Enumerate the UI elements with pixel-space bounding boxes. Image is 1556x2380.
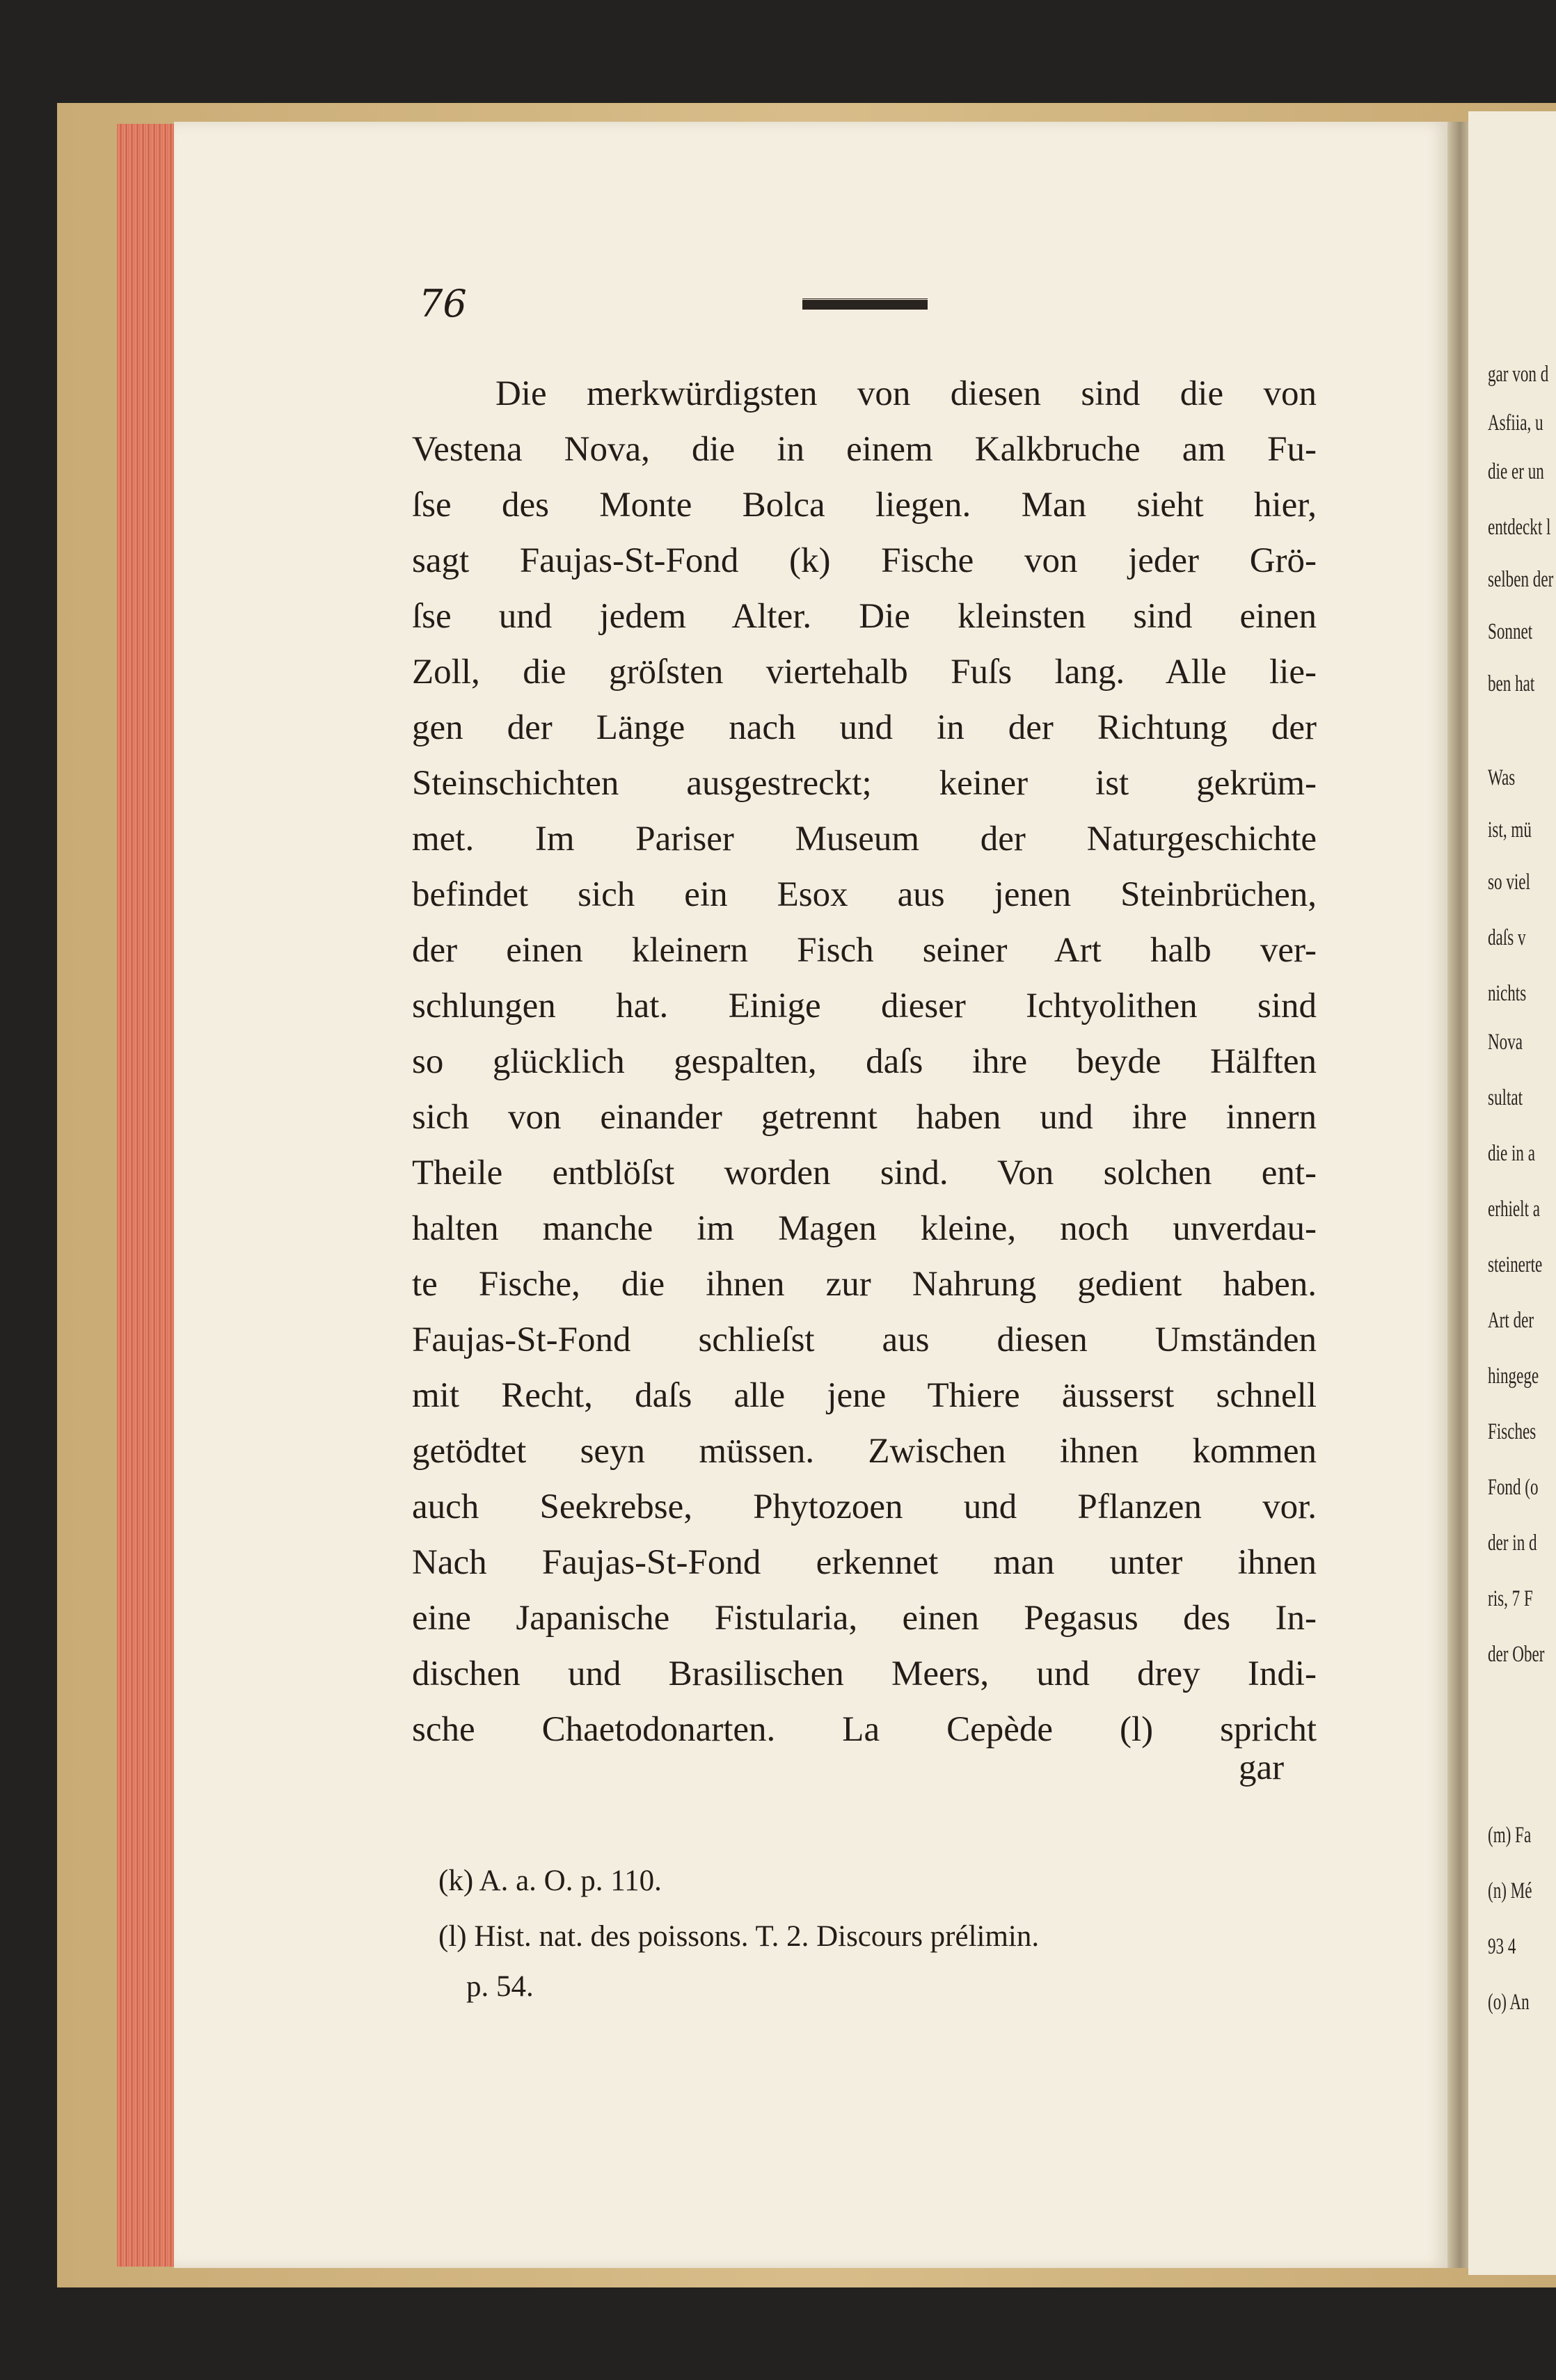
page-edges-red bbox=[117, 124, 178, 2267]
facing-page-line: erhielt a bbox=[1488, 1197, 1541, 1222]
facing-page-line: nichts bbox=[1488, 981, 1527, 1006]
facing-page-line: selben der bbox=[1488, 567, 1554, 592]
facing-page-line: daſs v bbox=[1488, 925, 1526, 950]
catchword: gar bbox=[1239, 1748, 1285, 1787]
book-gutter bbox=[1447, 122, 1468, 2268]
footnote-line: p. 54. bbox=[466, 1970, 534, 2003]
text-line: mit Recht, daſs alle jene Thiere äusserst schnell bbox=[412, 1376, 1317, 1415]
headpiece-rule-icon bbox=[802, 298, 928, 310]
facing-page-line: Asfiia, u bbox=[1488, 410, 1543, 436]
facing-page-line: Fisches bbox=[1488, 1419, 1537, 1444]
text-line: Faujas-St-Fond schlieſst aus diesen Umständen bbox=[412, 1320, 1317, 1359]
footnote-line: (k) A. a. O. p. 110. bbox=[438, 1864, 662, 1897]
facing-page-line: 93 4 bbox=[1488, 1934, 1516, 1959]
text-line: ſse und jedem Alter. Die kleinsten sind einen bbox=[412, 597, 1317, 636]
facing-page-line: der Ober bbox=[1488, 1642, 1545, 1667]
body-text bbox=[412, 366, 1317, 1757]
facing-page-line: (m) Fa bbox=[1488, 1823, 1532, 1848]
facing-page-line: so viel bbox=[1488, 870, 1530, 895]
text-line: Vestena Nova, die in einem Kalkbruche am Fu- bbox=[412, 430, 1317, 469]
facing-page-line: gar von d bbox=[1488, 362, 1549, 387]
footnotes bbox=[438, 1856, 1308, 2012]
facing-page-line: steinerte bbox=[1488, 1252, 1543, 1277]
text-line: befindet sich ein Esox aus jenen Steinbrüchen, bbox=[412, 875, 1317, 914]
facing-page-line: die er un bbox=[1488, 459, 1544, 484]
text-line: gen der Länge nach und in der Richtung der bbox=[412, 708, 1317, 747]
text-line: eine Japanische Fistularia, einen Pegasus des In- bbox=[412, 1599, 1317, 1638]
footnote-line: (l) Hist. nat. des poissons. T. 2. Discours prélimin. bbox=[438, 1920, 1040, 1953]
text-line: sich von einander getrennt haben und ihre innern bbox=[412, 1098, 1317, 1137]
text-line: auch Seekrebse, Phytozoen und Pflanzen vor. bbox=[412, 1487, 1317, 1526]
facing-page-line: (n) Mé bbox=[1488, 1878, 1532, 1903]
facing-page-line: Fond (o bbox=[1488, 1475, 1539, 1500]
page-number: 76 bbox=[419, 282, 467, 326]
facing-page-line: ist, mü bbox=[1488, 817, 1532, 842]
text-line: Nach Faujas-St-Fond erkennet man unter ihnen bbox=[412, 1543, 1317, 1582]
facing-page-line: ris, 7 F bbox=[1488, 1586, 1533, 1611]
text-line: dischen und Brasilischen Meers, und drey Indi- bbox=[412, 1654, 1317, 1693]
text-line: Die merkwürdigsten von diesen sind die von bbox=[495, 374, 1317, 413]
facing-page-line: Nova bbox=[1488, 1030, 1523, 1055]
text-line: schlungen hat. Einige dieser Ichtyolithen sind bbox=[412, 987, 1317, 1025]
facing-page-line: sultat bbox=[1488, 1085, 1523, 1110]
facing-page-line: die in a bbox=[1488, 1141, 1535, 1166]
facing-page-line: entdeckt l bbox=[1488, 515, 1551, 540]
facing-page bbox=[1468, 111, 1556, 2275]
facing-page-line: hingege bbox=[1488, 1364, 1539, 1389]
facing-page-line: Sonnet bbox=[1488, 619, 1533, 644]
text-line: ſse des Monte Bolca liegen. Man sieht hier, bbox=[412, 486, 1317, 525]
text-line: Zoll, die gröſsten viertehalb Fuſs lang. Alle lie- bbox=[412, 653, 1317, 692]
text-line: so glücklich gespalten, daſs ihre beyde Hälften bbox=[412, 1042, 1317, 1081]
text-line: Theile entblöſst worden sind. Von solchen ent- bbox=[412, 1153, 1317, 1192]
facing-page-line: Was bbox=[1488, 765, 1516, 790]
text-line: Steinschichten ausgestreckt; keiner ist gekrüm- bbox=[412, 764, 1317, 803]
text-line: sagt Faujas-St-Fond (k) Fische von jeder Grö- bbox=[412, 541, 1317, 580]
facing-page-line: der in d bbox=[1488, 1531, 1537, 1556]
facing-page-line: ben hat bbox=[1488, 671, 1535, 696]
text-line: halten manche im Magen kleine, noch unverdau- bbox=[412, 1209, 1317, 1248]
text-line: der einen kleinern Fisch seiner Art halb ver- bbox=[412, 931, 1317, 970]
text-line: te Fische, die ihnen zur Nahrung gedient haben. bbox=[412, 1265, 1317, 1304]
text-line: sche Chaetodonarten. La Cepède (l) spricht bbox=[412, 1710, 1317, 1749]
text-line: met. Im Pariser Museum der Naturgeschichte bbox=[412, 820, 1317, 858]
facing-page-line: (o) An bbox=[1488, 1990, 1530, 2015]
facing-page-line: Art der bbox=[1488, 1308, 1534, 1333]
text-line: getödtet seyn müssen. Zwischen ihnen kommen bbox=[412, 1432, 1317, 1471]
